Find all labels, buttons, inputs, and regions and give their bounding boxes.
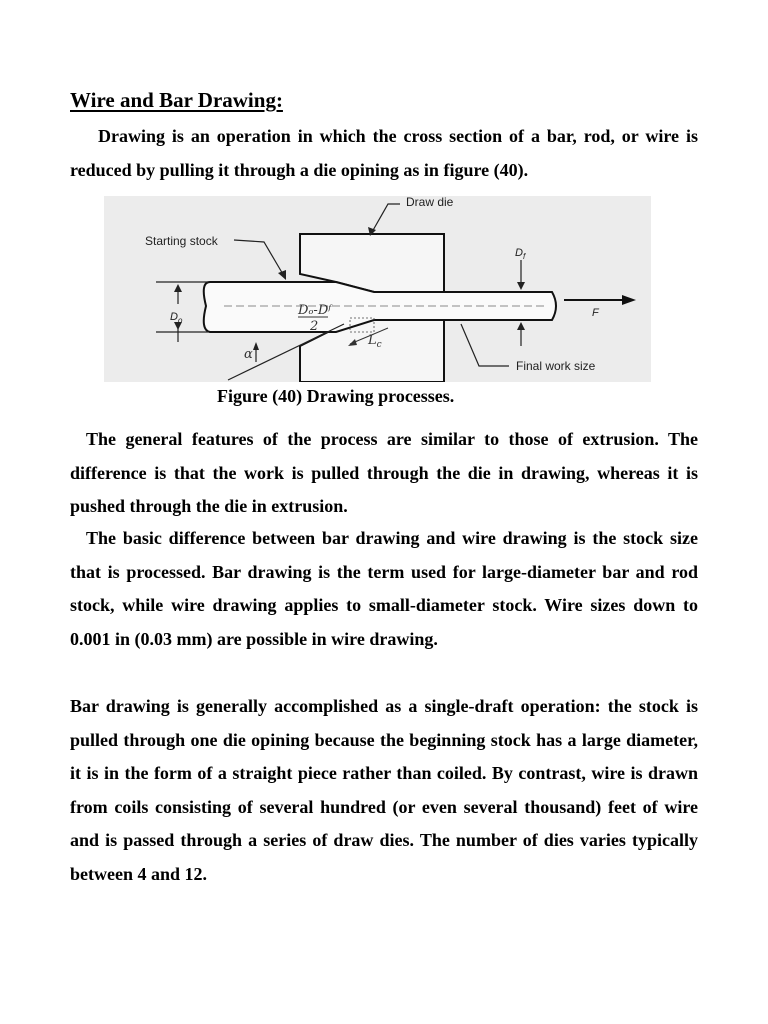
- label-land-length: $L_c$: [368, 333, 382, 350]
- paragraph-bar-drawing: Bar drawing is generally accomplished as a single-draft operation: the stock is pulled through one die opining because the beginning stock has a large diameter, it is in the form of a straight piece rather than coiled. By contrast, wire is drawn from coils consisting of several hundred (or even several thousand) feet of wire and is passed through a series of draw dies. The number of dies varies typically between 4 and 12.: [70, 696, 698, 884]
- label-reduction-bottom: 2: [310, 319, 319, 334]
- label-starting-stock: Starting stock: [145, 234, 218, 248]
- drawing-diagram: [104, 196, 651, 382]
- label-initial-diameter: $D_o$: [170, 311, 183, 325]
- section-heading: Wire and Bar Drawing:: [70, 88, 283, 112]
- paragraph-difference: The basic difference between bar drawing and wire drawing is the stock size that is processed. Bar drawing is the term used for large-diameter bar and rod stock, while wire drawing applies to small-diameter stock. Wire sizes down to 0.001 in (0.03 mm) are possible in wire drawing.: [70, 528, 698, 649]
- label-reduction-top: Dₒ-Dᶠ: [298, 303, 332, 318]
- label-final-work-size: Final work size: [516, 359, 596, 373]
- paragraph-intro: Drawing is an operation in which the cross section of a bar, rod, or wire is reduced by pulling it through a die opining as in figure (40).: [70, 126, 698, 180]
- label-final-diameter: $D_f$: [515, 247, 526, 261]
- figure-caption: Figure (40) Drawing processes.: [217, 386, 455, 406]
- label-angle: α: [244, 347, 253, 362]
- paragraph-features: The general features of the process are similar to those of extrusion. The difference is that the work is pulled through the die in drawing, whereas it is pushed through the die in extrusion.: [70, 429, 698, 516]
- drawing-process-figure: [104, 196, 651, 382]
- label-draw-die: Draw die: [406, 196, 454, 209]
- label-force: F: [592, 307, 599, 319]
